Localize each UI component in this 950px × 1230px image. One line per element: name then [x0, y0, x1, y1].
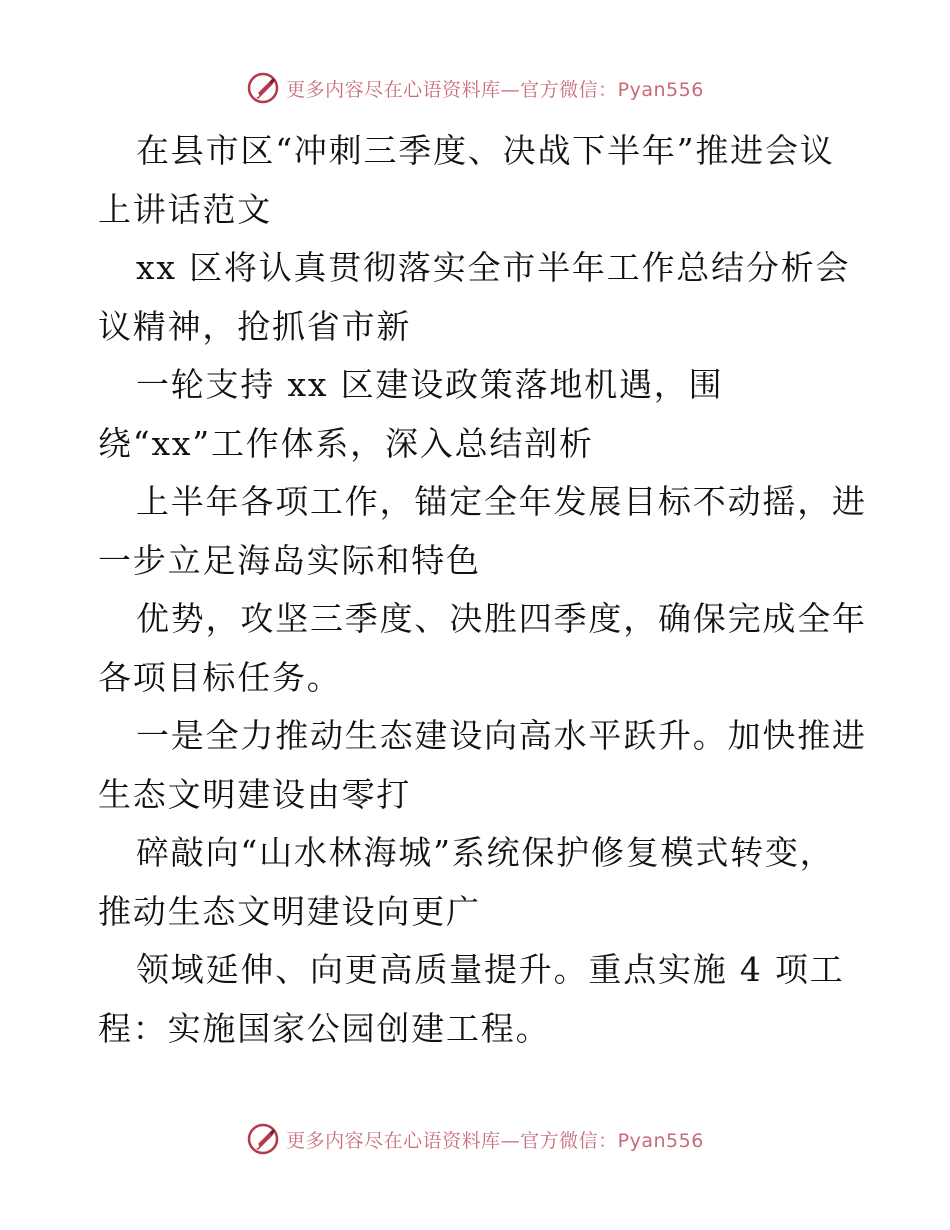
text-line: 优势，攻坚三季度、决胜四季度，确保完成全年 — [136, 599, 867, 638]
pen-logo-icon — [246, 71, 280, 105]
text-line: 生态文明建设由零打 — [98, 774, 412, 814]
footer-banner-label: 更多内容尽在心语资料库—官方微信： — [286, 1129, 618, 1152]
text-line: 程：实施国家公园创建工程。 — [98, 1008, 551, 1048]
document-body — [98, 122, 867, 1058]
header-banner-label: 更多内容尽在心语资料库—官方微信： — [286, 78, 618, 101]
footer-banner[interactable] — [0, 1119, 950, 1159]
header-wechat-id: Pyan556 — [617, 78, 704, 101]
text-line: 上讲话范文 — [98, 189, 272, 229]
text-line: 一是全力推动生态建设向高水平跃升。加快推进 — [136, 716, 867, 755]
header-banner[interactable] — [0, 68, 950, 108]
footer-banner-text — [286, 1126, 704, 1153]
text-line: 推动生态文明建设向更广 — [98, 891, 481, 931]
header-banner-text — [286, 75, 704, 102]
text-line: 领域延伸、向更高质量提升。重点实施 4 项工 — [136, 950, 845, 989]
text-line: 各项目标任务。 — [98, 657, 342, 697]
text-line: 碎敲向“山水林海城”系统保护修复模式转变， — [136, 833, 835, 872]
text-line: xx 区将认真贯彻落实全市半年工作总结分析会 — [136, 248, 851, 287]
text-line: 绕“xx”工作体系，深入总结剖析 — [98, 423, 594, 463]
footer-wechat-id: Pyan556 — [617, 1129, 704, 1152]
pen-logo-icon — [246, 1122, 280, 1156]
text-line: 议精神，抢抓省市新 — [98, 306, 412, 346]
text-line: 一轮支持 xx 区建设政策落地机遇，围 — [136, 365, 724, 404]
text-line: 一步立足海岛实际和特色 — [98, 540, 481, 580]
text-line: 在县市区“冲刺三季度、决战下半年”推进会议 — [136, 131, 835, 170]
text-line: 上半年各项工作，锚定全年发展目标不动摇，进 — [136, 482, 867, 521]
